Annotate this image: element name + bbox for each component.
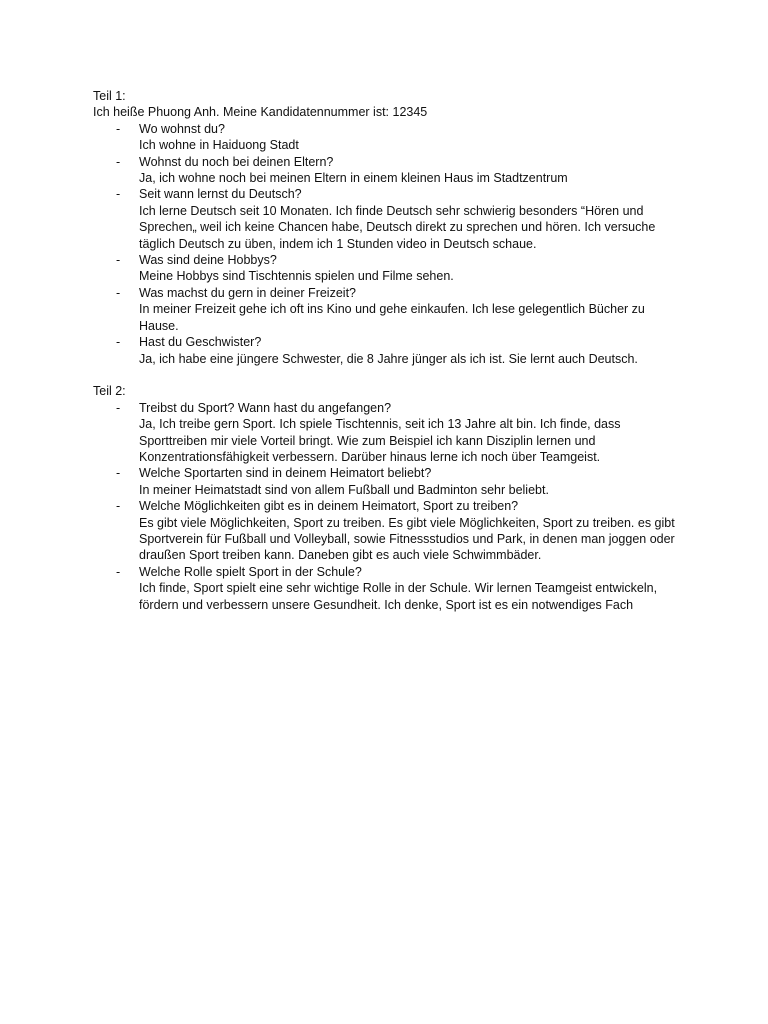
answer-text: Meine Hobbys sind Tischtennis spielen und Filme sehen. bbox=[139, 269, 454, 284]
question-text: Welche Rolle spielt Sport in der Schule? bbox=[139, 564, 362, 579]
section-title: Teil 2: bbox=[93, 384, 126, 399]
section-title: Teil 1: bbox=[93, 89, 126, 103]
answer-text: Ja, Ich treibe gern Sport. Ich spiele Tischtennis, seit ich 13 Jahre alt bin. Ich finde, dass Sporttreiben mir viele Vorteil bringt. Wie zum Beispiel ich kann Disziplin lernen und Konzentrationsfähigkeit verbessern. Darüber hinaus lerne ich noch über Teamgeist. bbox=[139, 417, 621, 464]
answer-text: Ja, ich habe eine jüngere Schwester, die 8 Jahre jünger als ich ist. Sie lernt auch Deutsch. bbox=[139, 351, 638, 366]
question-text: Hast du Geschwister? bbox=[139, 335, 262, 350]
question-text: Was sind deine Hobbys? bbox=[139, 253, 277, 268]
list-dash: - bbox=[116, 285, 121, 300]
list-item bbox=[93, 285, 683, 334]
list-item bbox=[93, 400, 683, 466]
question-text: Treibst du Sport? Wann hast du angefangen? bbox=[139, 400, 392, 415]
candidate-intro: Ich heiße Phuong Anh. Meine Kandidatennummer ist: 12345 bbox=[93, 105, 428, 120]
list-item bbox=[93, 465, 683, 498]
question-text: Was machst du gern in deiner Freizeit? bbox=[139, 285, 356, 300]
list-dash: - bbox=[116, 335, 121, 350]
list-dash: - bbox=[116, 121, 121, 136]
list-dash: - bbox=[116, 564, 121, 579]
list-dash: - bbox=[116, 154, 121, 169]
list-dash: - bbox=[116, 400, 121, 415]
section-teil-2 bbox=[93, 383, 683, 613]
answer-text: In meiner Freizeit gehe ich oft ins Kino und gehe einkaufen. Ich lese gelegentlich Bücher zu Hause. bbox=[139, 302, 645, 333]
question-text: Seit wann lernst du Deutsch? bbox=[139, 187, 302, 202]
question-text: Welche Möglichkeiten gibt es in deinem Heimatort, Sport zu treiben? bbox=[139, 499, 519, 514]
answer-text: Es gibt viele Möglichkeiten, Sport zu treiben. Es gibt viele Möglichkeiten, Sport zu treiben. es gibt Sportverein für Fußball und Volleyball, sowie Fitnessstudios und Park, in denen man joggen oder draußen Sport treiben kann. Daneben gibt es auch viele Schwimmbäder. bbox=[139, 515, 675, 563]
list-dash: - bbox=[116, 499, 121, 514]
answer-text: Ja, ich wohne noch bei meinen Eltern in einem kleinen Haus im Stadtzentrum bbox=[139, 171, 568, 186]
answer-text: Ich finde, Sport spielt eine sehr wichtige Rolle in der Schule. Wir lernen Teamgeist entwickeln, fördern und verbessern unsere Gesundheit. Ich denke, Sport ist es ein notwendiges Fach bbox=[139, 581, 658, 612]
section-spacer bbox=[93, 367, 683, 383]
list-item bbox=[93, 186, 683, 252]
list-dash: - bbox=[116, 466, 121, 481]
list-item bbox=[93, 334, 683, 367]
list-item bbox=[93, 564, 683, 613]
question-text: Welche Sportarten sind in deinem Heimatort beliebt? bbox=[139, 466, 432, 481]
question-text: Wohnst du noch bei deinen Eltern? bbox=[139, 154, 334, 169]
list-dash: - bbox=[116, 187, 121, 202]
question-text: Wo wohnst du? bbox=[139, 121, 225, 136]
list-item bbox=[93, 154, 683, 187]
list-item bbox=[93, 121, 683, 154]
document-page bbox=[93, 88, 683, 613]
list-item bbox=[93, 498, 683, 564]
answer-text: In meiner Heimatstadt sind von allem Fußball und Badminton sehr beliebt. bbox=[139, 482, 549, 497]
qa-list bbox=[93, 121, 683, 367]
section-teil-1 bbox=[93, 88, 683, 367]
qa-list bbox=[93, 400, 683, 613]
answer-text: Ich lerne Deutsch seit 10 Monaten. Ich finde Deutsch sehr schwierig besonders “Hören und Sprechen„ weil ich keine Chancen habe, Deutsch direkt zu sprechen und hören. Ich versuche täglich Deutsch zu üben, indem ich 1 Stunden video in Deutsch schaue. bbox=[139, 203, 656, 251]
list-dash: - bbox=[116, 253, 121, 268]
list-item bbox=[93, 252, 683, 285]
answer-text: Ich wohne in Haiduong Stadt bbox=[139, 138, 299, 153]
